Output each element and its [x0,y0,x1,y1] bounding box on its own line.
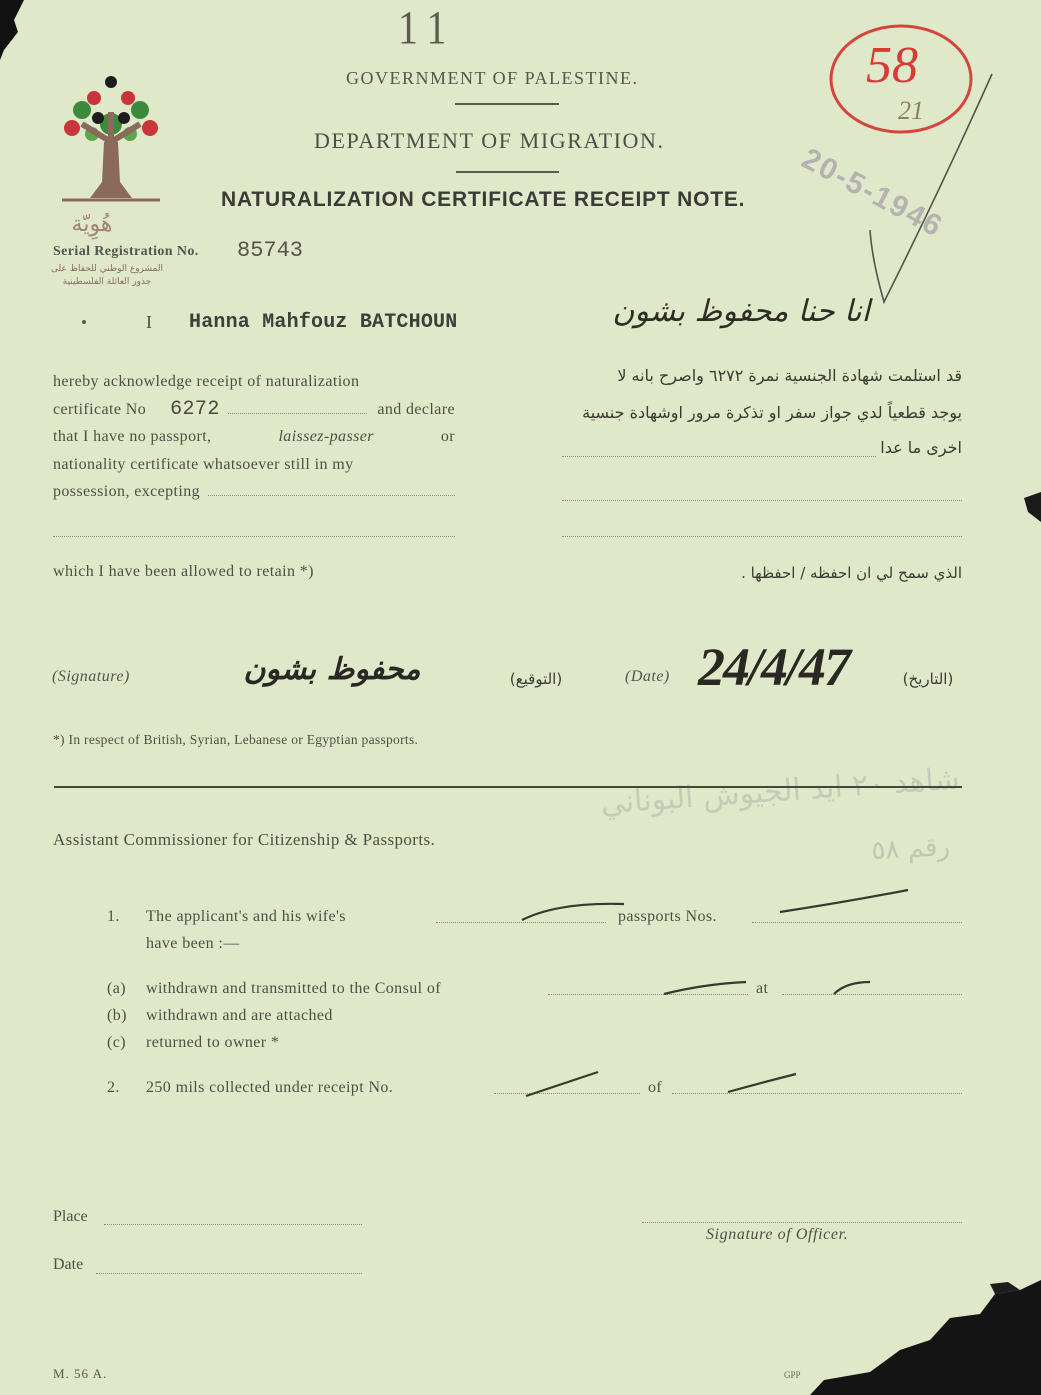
office-heading: Assistant Commissioner for Citizenship & Passports. [53,830,436,849]
applicant-date: 24/4/47 [698,637,850,697]
english-line-5: possession, excepting [53,478,455,506]
date-footer-label: Date [53,1256,84,1273]
item-2-of: of [648,1079,663,1096]
bullet-dot [82,320,86,324]
corner-tally-mark: 11 [398,0,457,55]
logo-name: هُوِيّة [71,212,113,237]
item-1-text: The applicant's and his wife's [146,908,346,925]
english-line-2: certificate No 6272 and declare [53,396,455,424]
stamp-sub-number: 21 [898,96,924,125]
header-rule-1 [455,103,559,105]
signature-label: (Signature) [52,668,130,685]
section-divider [54,786,962,788]
excepting-line-2 [53,536,455,537]
department-heading: DEPARTMENT OF MIGRATION. [314,128,665,153]
arabic-dotted-1 [562,456,876,457]
torn-edge-bottom-right [780,1280,1041,1395]
footnote: *) In respect of British, Syrian, Lebanese or Egyptian passports. [53,732,419,747]
date-footer-dotted [96,1273,362,1274]
faded-note-2: رقم ٥٨ [870,832,951,867]
arabic-line-2: يوجد قطعياً لدي جواز سفر او تذكرة مرور اوشهادة جنسية [582,403,962,422]
english-declaration [53,368,455,506]
arabic-dotted-2 [562,500,962,501]
declarant-name-arabic: انا حنا محفوظ بشون [612,294,870,329]
signature-label-arabic: (التوقيع) [509,670,563,688]
registration-number: 85743 [237,238,304,263]
officer-dotted [642,1222,962,1223]
document-title: NATURALIZATION CERTIFICATE RECEIPT NOTE. [221,188,746,211]
printer-code: GPP [784,1370,801,1380]
item-2-dotted-of [672,1093,962,1094]
header-rule-2 [456,171,559,173]
date-label-arabic: (التاريخ) [902,670,954,688]
pencil-tick-mark [850,70,1000,310]
item-2-text: 250 mils collected under receipt No. [146,1079,394,1096]
item-a-at: at [756,980,769,997]
registration-label: Serial Registration No. [53,244,199,259]
item-b-text: withdrawn and are attached [146,1007,333,1024]
arabic-line-1: قد استلمت شهادة الجنسية نمرة ٦٢٧٢ واصرح بانه لا [617,366,962,385]
dash-mark-at [830,976,874,998]
logo-tagline-1: المشروع الوطني للحفاظ على [50,264,163,274]
retain-text: which I have been allowed to retain *) [53,563,314,580]
circled-number: 58 [866,37,918,94]
item-1-continued: have been :— [146,935,240,952]
declarant-name: Hanna Mahfouz BATCHOUN [189,311,458,334]
item-c-key: (c) [107,1034,126,1051]
arabic-retain-text: الذي سمح لي ان احفظه / احفظها . [741,564,962,582]
place-label: Place [53,1208,88,1225]
applicant-signature: محفوظ بشون [243,652,421,687]
dash-mark-wife-passport [518,896,628,926]
item-1-dotted-b [752,922,962,923]
item-c-text: returned to owner * [146,1034,280,1051]
arabic-dotted-3 [562,536,962,537]
certificate-number: 6272 [170,397,220,421]
english-line-3: that I have no passport, laissez-passer or [53,428,455,445]
faded-note-1: شاهد ٢٠ ايد الجيوش البوناني [599,761,961,822]
item-1-passports: passports Nos. [618,908,717,925]
torn-corner-top-left [0,0,40,70]
officer-signature-label: Signature of Officer. [706,1226,849,1243]
item-a-text: withdrawn and transmitted to the Consul of [146,980,441,997]
item-b-key: (b) [107,1007,127,1024]
dash-mark-of [724,1070,800,1096]
edge-mark-right [1018,492,1041,522]
item-1-number: 1. [107,908,120,925]
item-2-number: 2. [107,1079,120,1096]
date-stamp: 20-5-1946 [796,142,949,244]
government-heading: GOVERNMENT OF PALESTINE. [346,68,639,88]
form-code: M. 56 A. [53,1366,108,1381]
english-line-1: hereby acknowledge receipt of naturalization [53,373,360,390]
dash-mark-consul [660,976,750,998]
english-line-4: nationality certificate whatsoever still in my [53,455,354,473]
date-label: (Date) [625,668,670,685]
dash-mark-receipt [522,1068,602,1100]
place-dotted [104,1224,362,1225]
family-tree-icon [52,72,170,212]
dash-mark-passport-nos [776,884,912,918]
item-a-key: (a) [107,980,126,997]
declarant-prefix: I [146,312,152,332]
logo-tagline-2: جذور العائلة الفلسطينية [62,277,152,287]
arabic-line-3: اخرى ما عدا [880,438,962,457]
